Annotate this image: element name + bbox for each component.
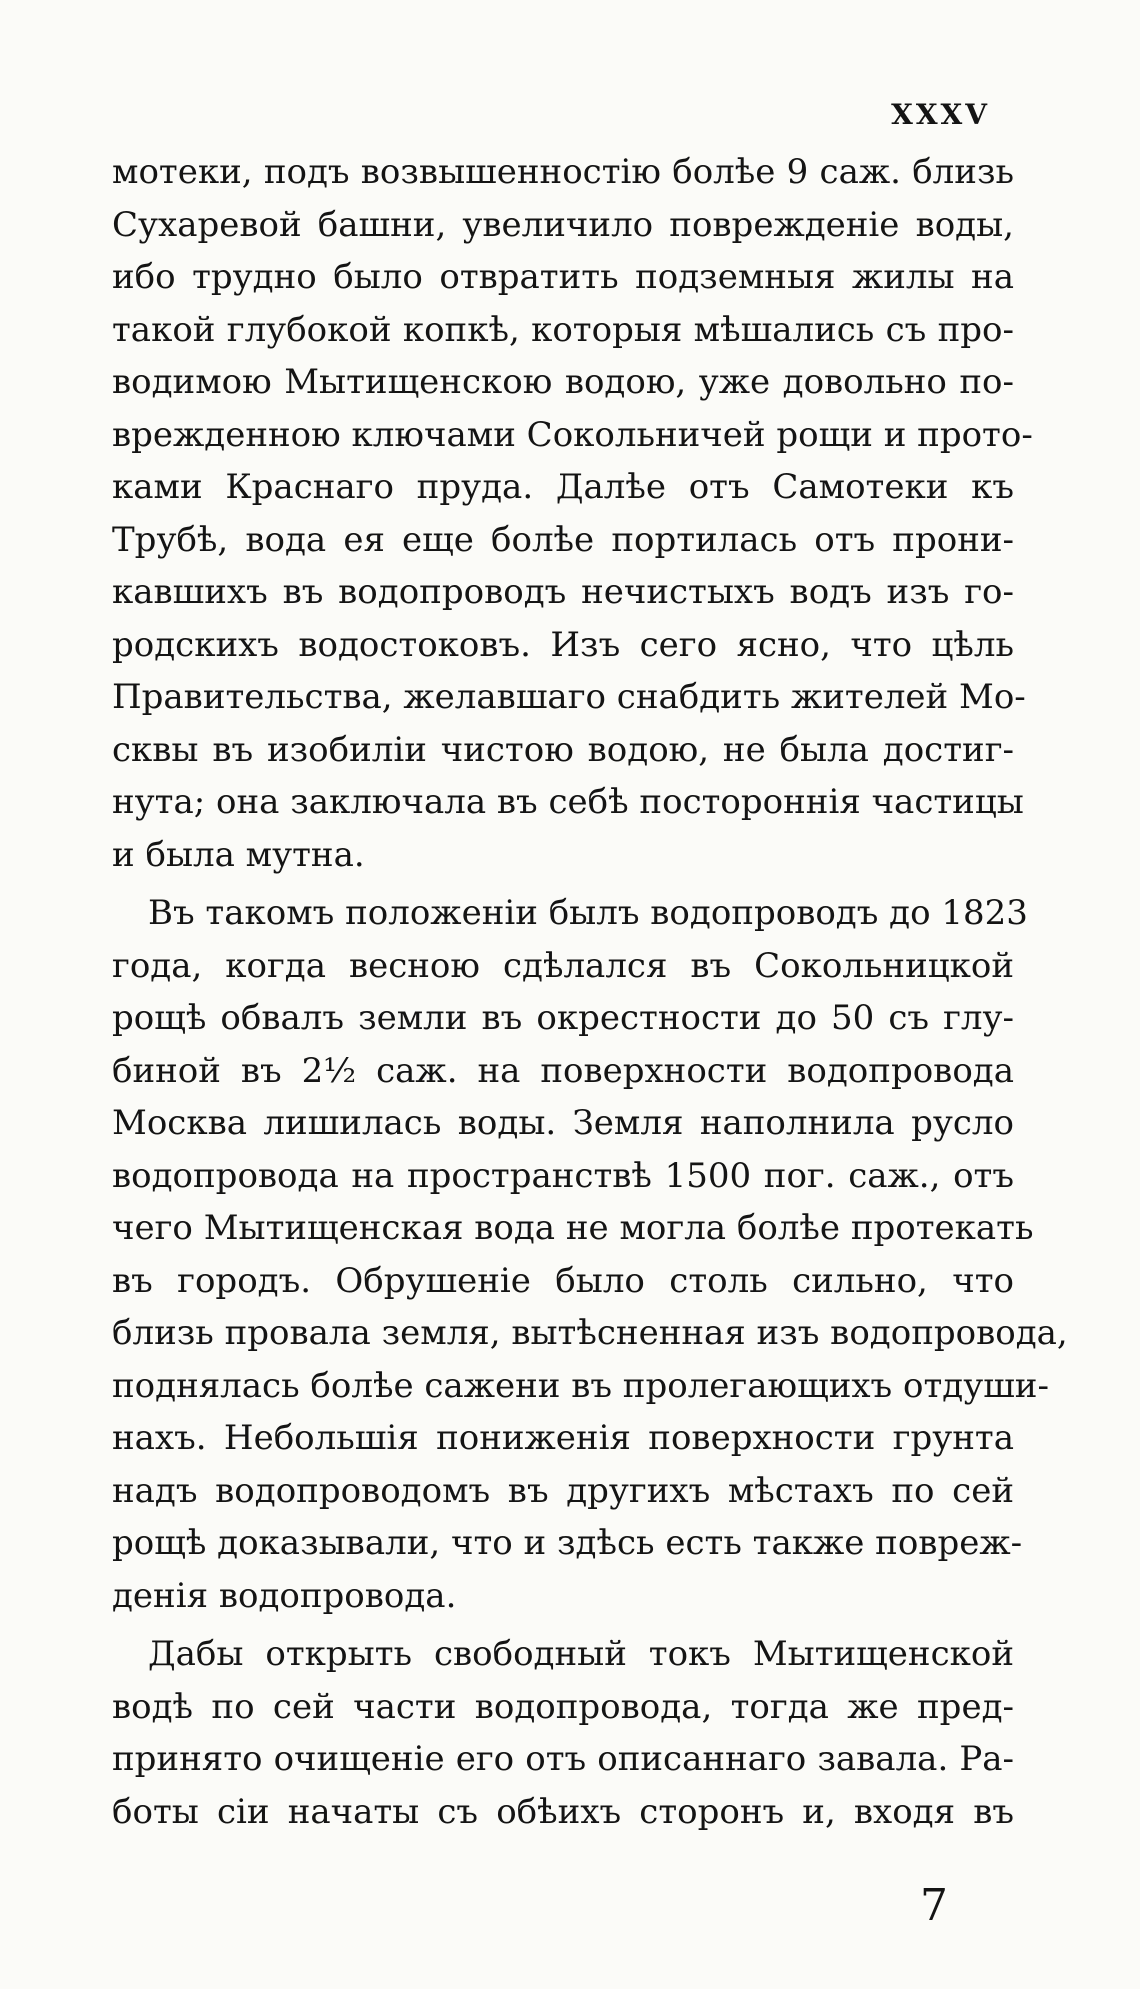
text-line: водѣ по сей части водопровода, тогда же пред- <box>112 1686 1014 1727</box>
text-line: Трубѣ, вода ея еще болѣе портилась отъ прони- <box>112 519 1014 560</box>
text-line: водопровода на пространствѣ 1500 пог. саж., отъ <box>112 1155 1014 1196</box>
text-line: поднялась болѣе сажени въ пролегающихъ отдуши- <box>112 1365 1049 1406</box>
text-line: въ городъ. Обрушеніе было столь сильно, что <box>112 1260 1014 1301</box>
text-line: принято очищеніе его отъ описаннаго завала. Ра- <box>112 1739 1014 1779</box>
text-line: боты сіи начаты съ обѣихъ сторонъ и, входя въ <box>112 1791 1014 1832</box>
text-line: родскихъ водостоковъ. Изъ сего ясно, что цѣль <box>112 624 1014 665</box>
text-line: чего Мытищенская вода не могла болѣе протекать <box>112 1208 1034 1248</box>
text-line: Правительства, желавшаго снабдить жителей Мо- <box>112 677 1026 717</box>
paragraph-1 <box>112 146 1033 881</box>
text-line: Въ такомъ положеніи былъ водопроводъ до 1823 <box>148 893 1028 933</box>
text-line: такой глубокой копкѣ, которыя мѣшались съ про- <box>112 309 1014 350</box>
text-line: года, когда весною сдѣлался въ Сокольницкой <box>112 945 1014 986</box>
signature-mark: 7 <box>920 1880 948 1931</box>
text-line: водимою Мытищенскою водою, уже довольно по- <box>112 362 1014 402</box>
text-line: сквы въ изобиліи чистою водою, не была достиг- <box>112 729 1014 770</box>
text-line: биной въ 2½ саж. на поверхности водопровода <box>112 1050 1014 1091</box>
text-line: надъ водопроводомъ въ другихъ мѣстахъ по сей <box>112 1470 1014 1511</box>
text-line: мотеки, подъ возвышенностію болѣе 9 саж. близь <box>112 152 1014 192</box>
text-block <box>112 146 1068 1838</box>
text-line: близь провала земля, вытѣсненная изъ водопровода, <box>112 1313 1068 1353</box>
text-line: денія водопровода. <box>112 1575 457 1616</box>
text-line: врежденною ключами Сокольничей рощи и прото- <box>112 414 1033 455</box>
text-line: нахъ. Небольшія пониженія поверхности грунта <box>112 1418 1014 1458</box>
text-line: Москва лишилась воды. Земля наполнила русло <box>112 1103 1014 1143</box>
running-head: XXXV <box>891 98 990 131</box>
text-line: ибо трудно было отвратить подземныя жилы на <box>112 257 1014 297</box>
text-line: и была мутна. <box>112 834 365 875</box>
text-line: ками Краснаго пруда. Далѣе отъ Самотеки къ <box>112 467 1014 507</box>
text-line: кавшихъ въ водопроводъ нечистыхъ водъ изъ го- <box>112 572 1014 612</box>
text-line: нута; она заключала въ себѣ постороннія частицы <box>112 782 1024 822</box>
text-line: рощѣ доказывали, что и здѣсь есть также повреж- <box>112 1523 1023 1563</box>
text-line: рощѣ обвалъ земли въ окрестности до 50 съ глу- <box>112 998 1014 1038</box>
text-line: Сухаревой башни, увеличило поврежденіе воды, <box>112 204 1014 245</box>
paragraph-2 <box>112 887 1068 1622</box>
paragraph-3 <box>112 1628 1014 1838</box>
text-line: Дабы открыть свободный токъ Мытищенской <box>148 1634 1014 1674</box>
